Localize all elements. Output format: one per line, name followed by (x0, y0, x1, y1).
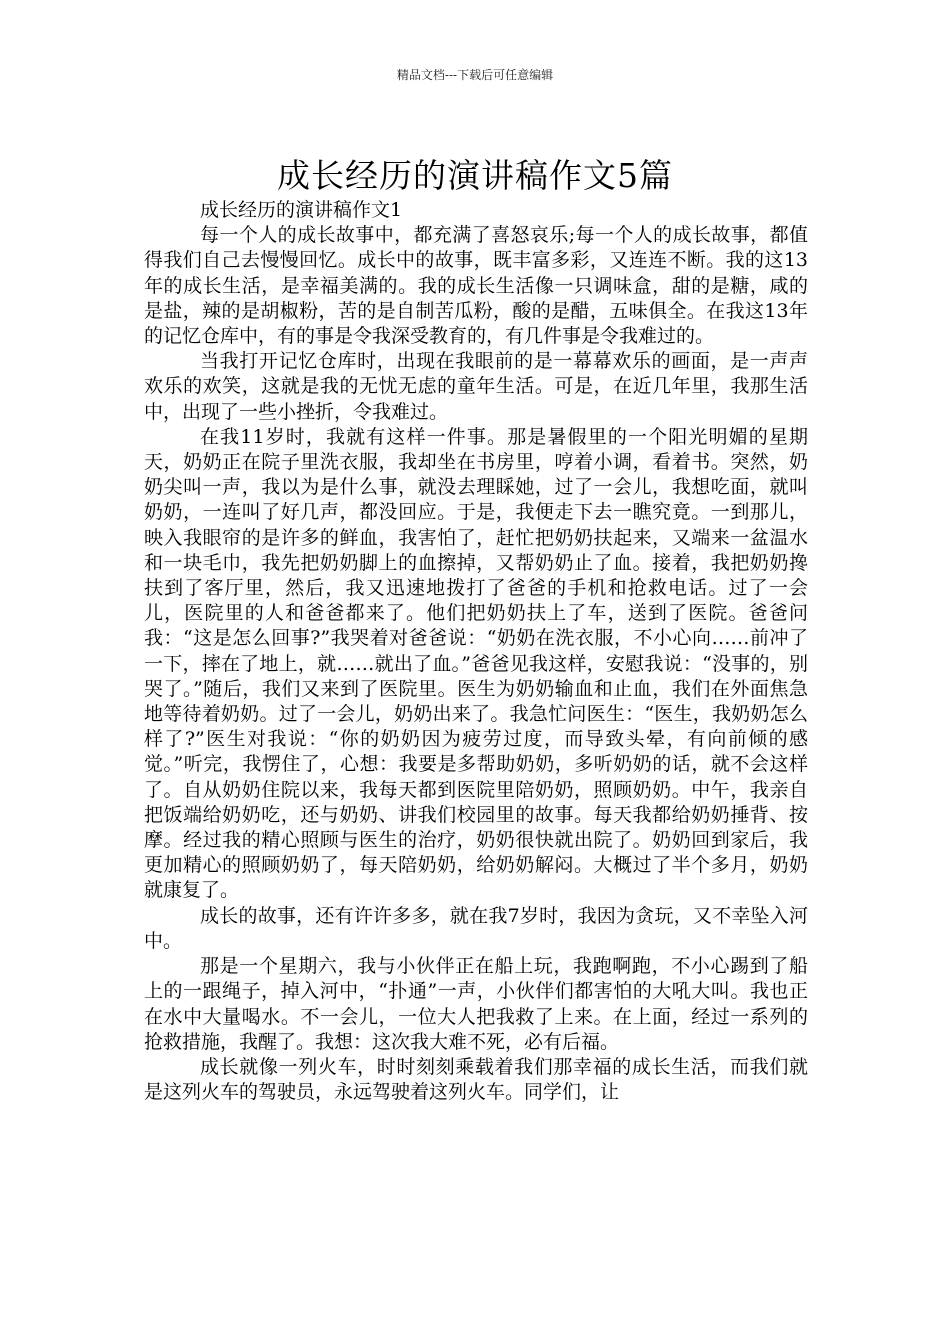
document-title: 成长经历的演讲稿作文5篇 (277, 156, 673, 196)
paragraph-3: 在我11岁时，我就有这样一件事。那是暑假里的一个阳光明媚的星期天，奶奶正在院子里洗衣服，我却坐在书房里，哼着小调，看着书。突然，奶奶尖叫一声，我以为是什么事，就没去理睬她，过了一会儿，我想吃面，就叫奶奶，一连叫了好几声，都没回应。于是，我便走下去一瞧究竟。一到那儿，映入我眼帘的是许多的鲜血，我害怕了，赶忙把奶奶扶起来，又端来一盆温水和一块毛巾，我先把奶奶脚上的血擦掉，又帮奶奶止了血。接着，我把奶奶搀扶到了客厅里，然后，我又迅速地拨打了爸爸的手机和抢救电话。过了一会儿，医院里的人和爸爸都来了。他们把奶奶扶上了车，送到了医院。爸爸问我：“这是怎么回事?”我哭着对爸爸说：“奶奶在洗衣服，不小心向……前冲了一下，摔在了地上，就……就出了血。”爸爸见我这样，安慰我说：“没事的，别哭了。”随后，我们又来到了医院里。医生为奶奶输血和止血，我们在外面焦急地等待着奶奶。过了一会儿，奶奶出来了。我急忙问医生：“医生，我奶奶怎么样了?”医生对我说：“你的奶奶因为疲劳过度，而导致头晕，有向前倾的感觉。”听完，我愣住了，心想：我要是多帮助奶奶，多听奶奶的话，就不会这样了。自从奶奶住院以来，我每天都到医院里陪奶奶，照顾奶奶。中午，我亲自把饭端给奶奶吃，还与奶奶、讲我们校园里的故事。每天我都给奶奶捶背、按摩。经过我的精心照顾与医生的治疗，奶奶很快就出院了。奶奶回到家后，我更加精心的照顾奶奶了，每天陪奶奶，给奶奶解闷。大概过了半个多月，奶奶就康复了。 (144, 425, 808, 902)
section-subtitle: 成长经历的演讲稿作文1 (200, 199, 403, 221)
paragraph-5: 那是一个星期六，我与小伙伴正在船上玩，我跑啊跑，不小心踢到了船上的一跟绳子，掉入河中，“扑通”一声，小伙伴们都害怕的大吼大叫。我也正在水中大量喝水。不一会儿，一位大人把我救了上来。在上面，经过一系列的抢救措施，我醒了。我想：这次我大难不死，必有后福。 (144, 955, 808, 1053)
paragraph-4: 成长的故事，还有许许多多，就在我7岁时，我因为贪玩，又不幸坠入河中。 (144, 904, 808, 952)
paragraph-1: 每一个人的成长故事中，都充满了喜怒哀乐;每一个人的成长故事，都值得我们自己去慢慢回忆。成长中的故事，既丰富多彩，又连连不断。我的这13年的成长生活，是幸福美满的。我的成长生活像一只调味盒，甜的是糖，咸的是盐，辣的是胡椒粉，苦的是自制苦瓜粉，酸的是醋，五味俱全。在我这13年的记忆仓库中，有的事是令我深受教育的，有几件事是令我难过的。 (144, 224, 808, 348)
paragraph-2: 当我打开记忆仓库时，出现在我眼前的是一幕幕欢乐的画面，是一声声欢乐的欢笑，这就是我的无忧无虑的童年生活。可是，在近几年里，我那生活中，出现了一些小挫折，令我难过。 (144, 350, 808, 423)
document-body (144, 198, 808, 1105)
paragraph-6: 成长就像一列火车，时时刻刻乘载着我们那幸福的成长生活，而我们就是这列火车的驾驶员，永远驾驶着这列火车。同学们，让 (144, 1055, 808, 1104)
header-note: 精品文档---下载后可任意编辑 (396, 68, 554, 82)
